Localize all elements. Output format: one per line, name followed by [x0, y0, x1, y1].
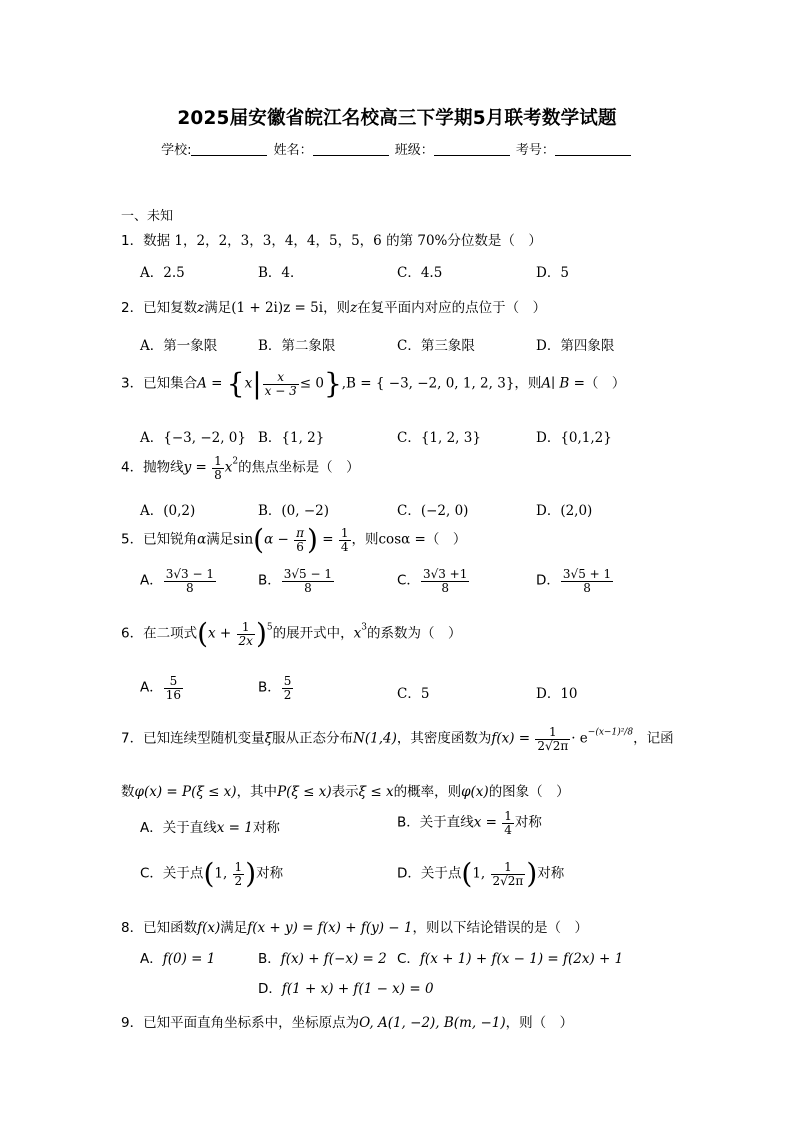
q1-option-b: B．4． [258, 265, 304, 281]
number-blank[interactable] [555, 143, 631, 156]
class-label: 班级： [394, 143, 434, 158]
q5-option-b: B． $\frac{3√5 - 1}{8}$ [258, 567, 332, 595]
q6-option-b: B． $\frac{5}{2}$ [258, 674, 292, 702]
q6-option-a: A． $\frac{5}{16}$ [140, 674, 182, 702]
section-heading: 一、未知 [121, 209, 174, 224]
q5-option-c: C． $\frac{3√3 +1}{8}$ [397, 567, 468, 595]
number-label: 考号： [515, 143, 555, 158]
q8-option-d: D．f(1 + x) + f(1 − x) = 0 [258, 981, 434, 997]
class-blank[interactable] [434, 143, 510, 156]
q7-option-c: C．关于点(1, $\frac{1}{2}$ )对称 [140, 857, 284, 890]
exam-title: 2025届安徽省皖江名校高三下学期5月联考数学试题 [177, 108, 617, 129]
question-4: 4．抛物线y = $\frac{1}{8}$ $x^2$的焦点坐标是（ ） [121, 454, 360, 482]
question-6: 6．在二项式(x + $\frac{1}{2x}$ )$^5$的展开式中，$x^3$的系数为（ ） [121, 617, 462, 650]
question-1: 1．数据 1，2，2，3，3，4，4，5，5，6 的第 70%分位数是（ ） [121, 233, 542, 249]
q7-option-d: D．关于点(1, $\frac{1}{2√2\pi}$ )对称 [397, 857, 565, 890]
q8-option-a: A．f(0) = 1 [140, 951, 216, 967]
q3-option-b: B．{1, 2} [258, 430, 325, 446]
q2-option-d: D．第四象限 [536, 338, 615, 354]
q3-option-a: A．{−3, −2, 0} [140, 430, 246, 446]
q4-option-c: C．(−2, 0) [397, 503, 469, 519]
q8-option-b: B．f(x) + f(−x) = 2 [258, 951, 387, 967]
q4-option-d: D．(2,0) [536, 503, 593, 519]
q4-option-a: A．(0,2) [140, 503, 196, 519]
q3-option-c: C．{1, 2, 3} [397, 430, 481, 446]
q2-option-b: B．第二象限 [258, 338, 336, 354]
q6-option-c: C．5 [397, 686, 430, 702]
q6-option-d: D．10 [536, 686, 578, 702]
question-3: 3．已知集合A = {x| $\frac{x}{x - 3}$ ≤ 0},B = { −3, −2, 0, 1, 2, 3}，则A∣ B =（ ） [121, 367, 626, 400]
school-label: 学校: [161, 143, 192, 158]
question-2: 2．已知复数z满足(1 + 2i)z = 5i，则z在复平面内对应的点位于（ ） [121, 300, 547, 316]
question-5: 5．已知锐角α满足sin(α − $\frac{\pi}{6}$ ) = $\frac{1}{4}$ ，则cosα =（ ） [121, 523, 467, 556]
q7-option-a: A．关于直线x = 1对称 [140, 820, 280, 836]
q1-option-a: A．2.5 [140, 265, 185, 281]
q3-option-d: D．{0,1,2} [536, 430, 612, 446]
name-blank[interactable] [313, 143, 389, 156]
q7-option-b: B．关于直线x = $\frac{1}{4}$ 对称 [397, 809, 542, 837]
q8-option-c: C．f(x + 1) + f(x − 1) = f(2x) + 1 [397, 951, 624, 967]
question-9: 9．已知平面直角坐标系中，坐标原点为O, A(1, −2), B(m, −1)，则（ ） [121, 1015, 574, 1031]
student-info-line [0, 139, 794, 158]
q5-option-d: D． $\frac{3√5 + 1}{8}$ [536, 567, 612, 595]
school-blank[interactable] [191, 143, 267, 156]
name-label: 姓名： [273, 143, 313, 158]
q2-option-c: C．第三象限 [397, 338, 475, 354]
q4-option-b: B．(0, −2) [258, 503, 330, 519]
question-7-line-1: 7．已知连续型随机变量ξ服从正态分布N(1,4)，其密度函数为f(x) = $\frac{1}{2√2\pi}$ · $e^{-(x-1)^2/8}$，记函 [121, 725, 674, 753]
q1-option-d: D．5 [536, 265, 569, 281]
q2-option-a: A．第一象限 [140, 338, 218, 354]
q1-option-c: C．4.5 [397, 265, 443, 281]
q5-option-a: A． $\frac{3√3 - 1}{8}$ [140, 567, 214, 595]
question-7-line-2: 数φ(x) = P(ξ ≤ x)，其中P(ξ ≤ x)表示ξ ≤ x的概率，则φ(x)的图象（ ） [121, 784, 570, 800]
question-8: 8．已知函数f(x)满足f(x + y) = f(x) + f(y) − 1，则以下结论错误的是（ ） [121, 920, 588, 936]
